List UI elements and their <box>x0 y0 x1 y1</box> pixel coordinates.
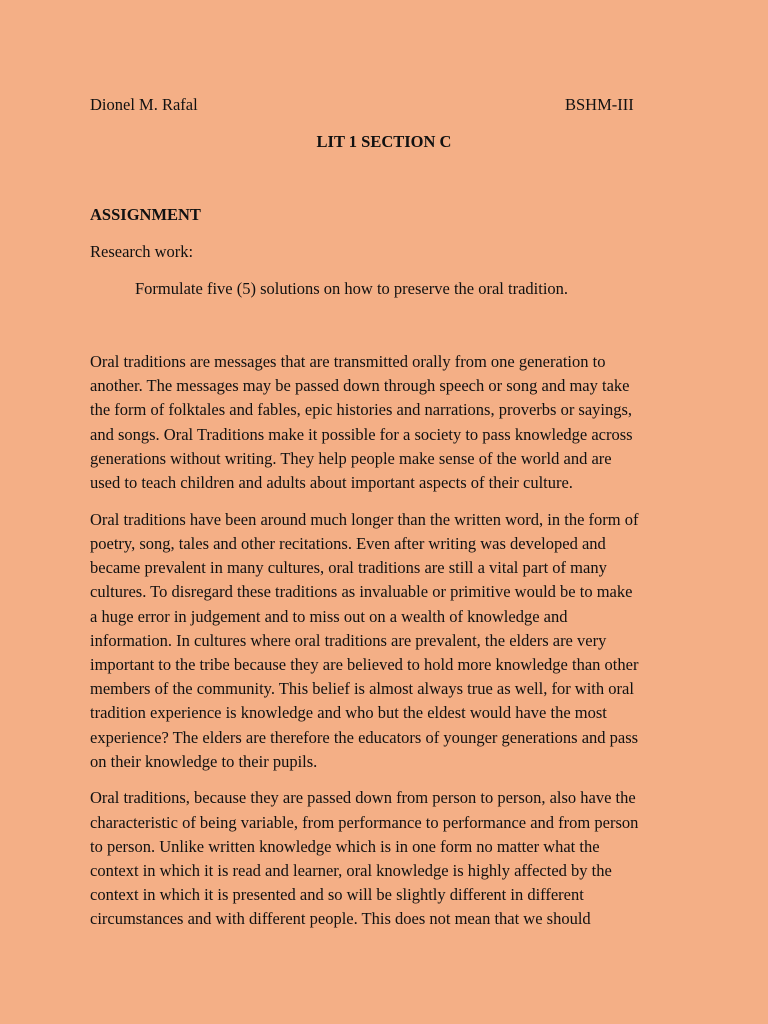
paragraph-line: experience? The elders are therefore the educators of younger generations and pass <box>90 727 639 747</box>
paragraph-line: cultures. To disregard these traditions as invaluable or primitive would be to make <box>90 582 633 602</box>
course-code: BSHM-III <box>565 95 634 114</box>
section-title: LIT 1 SECTION C <box>316 132 452 151</box>
document-header <box>90 93 640 117</box>
paragraph-1 <box>90 350 678 495</box>
paragraph-line: and songs. Oral Traditions make it possible for a society to pass knowledge across <box>90 424 633 444</box>
paragraph-line: information. In cultures where oral traditions are prevalent, the elders are very <box>90 630 607 650</box>
paragraph-line: poetry, song, tales and other recitations. Even after writing was developed and <box>90 533 606 553</box>
paragraph-line: important to the tribe because they are believed to hold more knowledge than other <box>90 654 639 674</box>
paragraph-3 <box>90 786 678 931</box>
paragraph-line: the form of folktales and fables, epic histories and narrations, proverbs or sayings, <box>90 400 633 420</box>
essay-body <box>90 350 678 944</box>
author-name: Dionel M. Rafal <box>90 95 198 114</box>
paragraph-line: Oral traditions are messages that are transmitted orally from one generation to <box>90 352 606 371</box>
paragraph-line: another. The messages may be passed down through speech or song and may take <box>90 376 630 396</box>
paragraph-line: tradition experience is knowledge and who but the eldest would have the most <box>90 703 607 723</box>
research-work-label: Research work: <box>90 242 194 261</box>
paragraph-line: generations without writing. They help people make sense of the world and are <box>90 448 612 468</box>
paragraph-line: Oral traditions have been around much longer than the written word, in the form of <box>90 509 639 529</box>
paragraph-line: context in which it is presented and so will be slightly different in different <box>90 885 584 905</box>
paragraph-line: context in which it is read and learner, oral knowledge is highly affected by the <box>90 861 612 881</box>
paragraph-line: used to teach children and adults about important aspects of their culture. <box>90 473 573 493</box>
paragraph-line: Oral traditions, because they are passed down from person to person, also have the <box>90 788 636 808</box>
paragraph-2 <box>90 508 678 774</box>
paragraph-line: to person. Unlike written knowledge which is in one form no matter what the <box>90 836 600 856</box>
paragraph-line: on their knowledge to their pupils. <box>90 751 318 771</box>
assignment-heading: ASSIGNMENT <box>90 205 201 224</box>
paragraph-line: a huge error in judgement and to miss out on a wealth of knowledge and <box>90 606 568 626</box>
assignment-task: Formulate five (5) solutions on how to preserve the oral tradition. <box>135 279 569 298</box>
paragraph-line: circumstances and with different people. This does not mean that we should <box>90 909 591 929</box>
paragraph-line: members of the community. This belief is almost always true as well, for with oral <box>90 679 634 699</box>
paragraph-line: became prevalent in many cultures, oral traditions are still a vital part of many <box>90 558 607 578</box>
paragraph-line: characteristic of being variable, from performance to performance and from person <box>90 812 639 832</box>
